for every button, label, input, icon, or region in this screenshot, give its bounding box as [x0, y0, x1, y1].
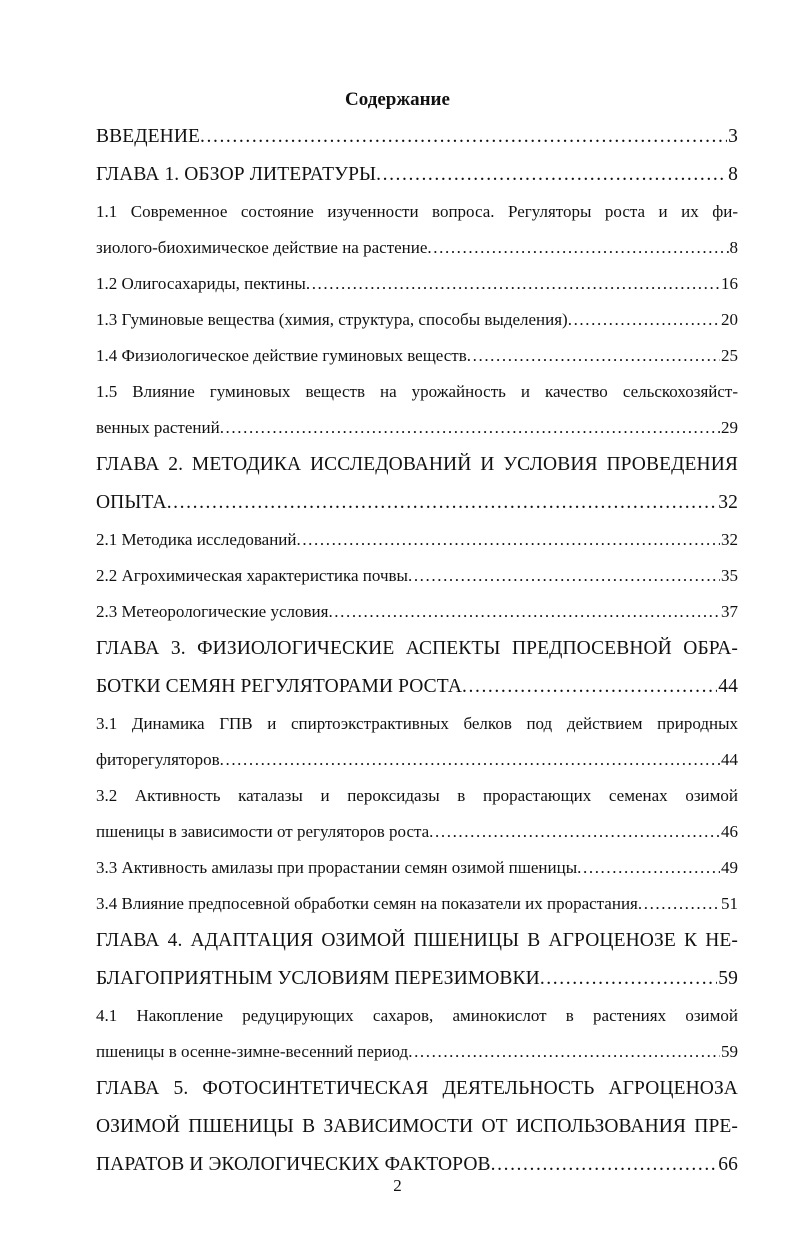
toc-line [96, 374, 738, 410]
page-title: Содержание [345, 89, 450, 110]
toc-entry-text: 2.1 Методика исследований [96, 530, 297, 549]
toc-entry-text: БЛАГОПРИЯТНЫМ УСЛОВИЯМ ПЕРЕЗИМОВКИ [96, 968, 540, 989]
toc-page-number: 20 [721, 310, 738, 329]
toc-entry-text: ПАРАТОВ И ЭКОЛОГИЧЕСКИХ ФАКТОРОВ [96, 1154, 491, 1175]
toc-entry-text: ГЛАВА 5. ФОТОСИНТЕТИЧЕСКАЯ ДЕЯТЕЛЬНОСТЬ АГРОЦЕНОЗА [96, 1078, 738, 1099]
toc-line [96, 886, 738, 922]
toc-chapter-entry [96, 156, 738, 194]
toc-line [96, 1034, 738, 1070]
toc-entry-text: ГЛАВА 4. АДАПТАЦИЯ ОЗИМОЙ ПШЕНИЦЫ В АГРОЦЕНОЗЕ К НЕ- [96, 930, 738, 951]
toc-line [96, 558, 738, 594]
toc-line [96, 338, 738, 374]
dot-leader [577, 850, 720, 886]
toc-line [96, 410, 738, 446]
toc-page-number: 16 [721, 274, 738, 293]
dot-leader [462, 668, 717, 706]
toc-section-entry [96, 374, 738, 446]
toc-line [96, 194, 738, 230]
toc-page-number: 49 [721, 858, 738, 877]
toc-section-entry [96, 594, 738, 630]
toc-entry-text: 3.2 Активность каталазы и пероксидазы в прорастающих семенах озимой [96, 786, 738, 805]
toc-line [96, 522, 738, 558]
toc-entry-text: 3.4 Влияние предпосевной обработки семян на показатели их прорастания [96, 894, 638, 913]
toc-page-number: 29 [721, 418, 738, 437]
toc-page-number: 35 [721, 566, 738, 585]
toc-line [96, 230, 738, 266]
dot-leader [328, 594, 720, 630]
toc-chapter-entry [96, 1070, 738, 1184]
toc-section-entry [96, 706, 738, 778]
toc-entry-text: 2.3 Метеорологические условия [96, 602, 329, 621]
dot-leader [427, 230, 728, 266]
toc-line [96, 850, 738, 886]
toc-entry-text: 1.5 Влияние гуминовых веществ на урожайность и качество сельскохозяйст- [96, 382, 738, 401]
toc-section-entry [96, 338, 738, 374]
toc-section-entry [96, 558, 738, 594]
toc-line [96, 742, 738, 778]
dot-leader [568, 302, 720, 338]
toc-line [96, 960, 738, 998]
toc-entry-text: 1.1 Современное состояние изученности вопроса. Регуляторы роста и их фи- [96, 202, 738, 221]
toc-line [96, 1070, 738, 1108]
toc-entry-text: 1.4 Физиологическое действие гуминовых веществ [96, 346, 467, 365]
toc-line [96, 118, 738, 156]
toc-entry-text: зиолого-биохимическое действие на растение [96, 238, 428, 257]
dot-leader [220, 742, 720, 778]
toc-line [96, 778, 738, 814]
toc-line [96, 1108, 738, 1146]
toc-page-number: 3 [728, 126, 738, 147]
toc-page-number: 32 [721, 530, 738, 549]
dot-leader [408, 1034, 720, 1070]
toc-section-entry [96, 998, 738, 1070]
toc-line [96, 630, 738, 668]
page-number: 2 [393, 1176, 402, 1195]
toc-chapter-entry [96, 446, 738, 522]
toc-entry-text: 2.2 Агрохимическая характеристика почвы [96, 566, 408, 585]
toc-chapter-entry [96, 922, 738, 998]
toc-entry-text: 4.1 Накопление редуцирующих сахаров, аминокислот в растениях озимой [96, 1006, 738, 1025]
toc-page-number: 44 [721, 750, 738, 769]
toc-line [96, 302, 738, 338]
toc-page-number: 66 [718, 1154, 738, 1175]
toc-line [96, 922, 738, 960]
toc-section-entry [96, 194, 738, 266]
toc-line [96, 998, 738, 1034]
dot-leader [306, 266, 720, 302]
toc-section-entry [96, 522, 738, 558]
toc-section-entry [96, 302, 738, 338]
toc-entry-text: ОЗИМОЙ ПШЕНИЦЫ В ЗАВИСИМОСТИ ОТ ИСПОЛЬЗОВАНИЯ ПРЕ- [96, 1116, 738, 1137]
toc-page-number: 8 [729, 238, 738, 257]
toc-line [96, 706, 738, 742]
toc-page-number: 37 [721, 602, 738, 621]
toc-chapter-entry [96, 630, 738, 706]
toc-section-entry [96, 778, 738, 850]
toc-entry-text: пшеницы в осенне-зимне-весенний период [96, 1042, 409, 1061]
toc-chapter-entry [96, 118, 738, 156]
toc-entry-text: пшеницы в зависимости от регуляторов роста [96, 822, 430, 841]
toc-page-number: 46 [721, 822, 738, 841]
toc-entry-text: БОТКИ СЕМЯН РЕГУЛЯТОРАМИ РОСТА [96, 676, 463, 697]
toc-section-entry [96, 850, 738, 886]
toc-page-number: 32 [718, 492, 738, 513]
toc-entry-text: 1.3 Гуминовые вещества (химия, структура, способы выделения) [96, 310, 568, 329]
toc-line [96, 156, 738, 194]
dot-leader [638, 886, 720, 922]
toc-entry-text: 3.1 Динамика ГПВ и спиртоэкстрактивных белков под действием природных [96, 714, 738, 733]
toc-entry-text: ГЛАВА 1. ОБЗОР ЛИТЕРАТУРЫ [96, 164, 377, 185]
toc-page-number: 59 [721, 1042, 738, 1061]
toc-line [96, 668, 738, 706]
toc-page-number: 59 [718, 968, 738, 989]
toc-entry-text: ГЛАВА 3. ФИЗИОЛОГИЧЕСКИЕ АСПЕКТЫ ПРЕДПОСЕВНОЙ ОБРА- [96, 638, 738, 659]
toc-line [96, 814, 738, 850]
toc-line [96, 484, 738, 522]
dot-leader [167, 484, 718, 522]
toc-entry-text: ВВЕДЕНИЕ [96, 126, 201, 147]
toc-entry-text: 3.3 Активность амилазы при прорастании семян озимой пшеницы [96, 858, 578, 877]
toc-entry-text: 1.2 Олигосахариды, пектины [96, 274, 306, 293]
dot-leader [376, 156, 727, 194]
dot-leader [220, 410, 720, 446]
toc-entry-text: ОПЫТА [96, 492, 167, 513]
dot-leader [429, 814, 720, 850]
toc-section-entry [96, 266, 738, 302]
toc-line [96, 446, 738, 484]
dot-leader [467, 338, 720, 374]
table-of-contents [96, 118, 738, 1184]
toc-page-number: 8 [728, 164, 738, 185]
dot-leader [408, 558, 720, 594]
toc-entry-text: венных растений [96, 418, 220, 437]
toc-entry-text: фиторегуляторов [96, 750, 220, 769]
dot-leader [200, 118, 727, 156]
toc-page-number: 25 [721, 346, 738, 365]
toc-entry-text: ГЛАВА 2. МЕТОДИКА ИССЛЕДОВАНИЙ И УСЛОВИЯ ПРОВЕДЕНИЯ [96, 454, 738, 475]
toc-page-number: 51 [721, 894, 738, 913]
toc-line [96, 594, 738, 630]
toc-line [96, 266, 738, 302]
toc-page-number: 44 [718, 676, 738, 697]
dot-leader [540, 960, 717, 998]
dot-leader [296, 522, 720, 558]
toc-section-entry [96, 886, 738, 922]
